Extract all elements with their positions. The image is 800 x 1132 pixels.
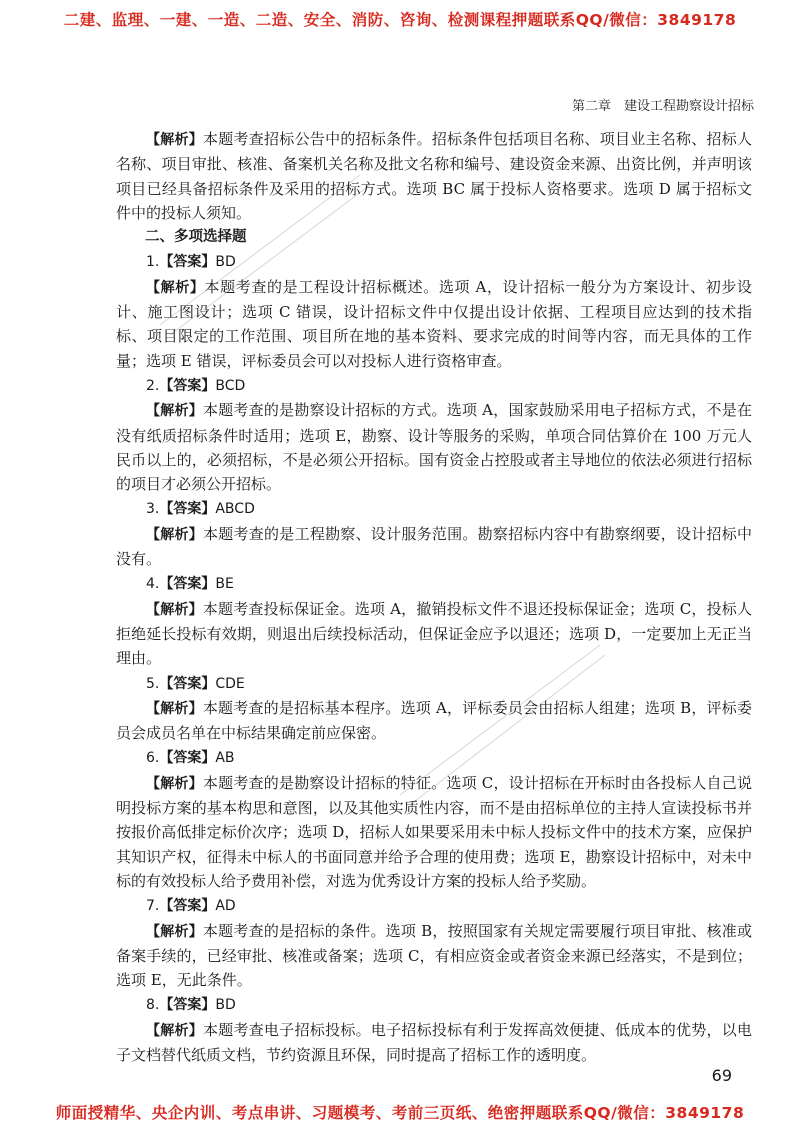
analysis-paragraph <box>116 597 752 671</box>
item-number: 8. <box>146 997 160 1014</box>
answer-line <box>116 893 752 918</box>
chapter-header: 第二章 建设工程勘察设计招标 <box>571 99 754 114</box>
answer-value: BD <box>215 997 236 1014</box>
qa-item <box>116 496 752 571</box>
qa-list <box>116 249 752 1067</box>
analysis-text: 本题考查投标保证金。选项 A，撤销投标文件不退还投标保证金；选项 C，投标人拒绝延长投标有效期，则退出后续投标活动，但保证金应予以退还；选项 D，一定要加上无正当理由。 <box>116 599 752 668</box>
analysis-text: 本题考查的是招标的条件。选项 B，按照国家有关规定需要履行项目审批、核准或备案手续的，已经审批、核准或备案；选项 C，有相应资金或者资金来源已经落实，不是到位；选项 E，无此条件。 <box>116 921 752 990</box>
answer-line <box>116 373 752 398</box>
analysis-label: 【解析】 <box>146 601 203 618</box>
intro-analysis-text: 本题考查招标公告中的招标条件。招标条件包括项目名称、项目业主名称、招标人名称、项目审批、核准、备案机关名称及批文名称和编号、建设资金来源、出资比例，并声明该项目已经具备招标条件及采用的招标方式。选项 BC 属于投标人资格要求。选项 D 属于招标文件中的投标人须知。 <box>116 130 752 222</box>
item-number: 5. <box>146 675 160 692</box>
analysis-text: 本题考查的是工程设计招标概述。选项 A，设计招标一般分为方案设计、初步设计、施工图设计；选项 C 错误，设计招标文件中仅提出设计依据、工程项目应达到的技术指标、项目限定的工作范围、项目所在地的基本资料、要求完成的时间等内容，而无具体的工作量；选项 E 错误，评标委员会可以对投标人进行资格审查。 <box>116 277 753 370</box>
qa-item <box>116 893 752 992</box>
answer-line <box>116 571 752 596</box>
answer-value: BE <box>215 576 234 593</box>
answer-value: AB <box>215 750 235 767</box>
page-number: 69 <box>711 1066 732 1085</box>
analysis-label: 【解析】 <box>146 403 203 420</box>
answer-label: 【答案】 <box>159 377 216 394</box>
qa-item <box>116 992 752 1067</box>
analysis-label: 【解析】 <box>146 1022 204 1039</box>
analysis-paragraph <box>116 696 752 746</box>
answer-line <box>116 496 752 521</box>
qa-item <box>116 571 752 670</box>
answer-line <box>116 745 752 770</box>
analysis-paragraph <box>116 1018 752 1068</box>
analysis-paragraph <box>116 275 752 373</box>
qa-item <box>116 745 752 893</box>
item-number: 2. <box>146 377 160 394</box>
analysis-label: 【解析】 <box>146 279 205 296</box>
item-number: 3. <box>146 501 160 518</box>
item-number: 7. <box>146 898 160 915</box>
intro-analysis-label: 【解析】 <box>146 132 204 148</box>
analysis-label: 【解析】 <box>146 700 203 717</box>
answer-value: CDE <box>215 675 245 692</box>
analysis-text: 本题考查的是工程勘察、设计服务范围。勘察招标内容中有勘察纲要，设计招标中没有。 <box>116 524 752 569</box>
analysis-text: 本题考查的是招标基本程序。选项 A，评标委员会由招标人组建；选项 B，评标委员会成员名单在中标结果确定前应保密。 <box>116 698 752 743</box>
answer-label: 【答案】 <box>159 898 216 915</box>
answer-label: 【答案】 <box>159 997 216 1014</box>
analysis-text: 本题考查的是勘察设计招标的方式。选项 A，国家鼓励采用电子招标方式，不是在没有纸质招标条件时适用；选项 E，勘察、设计等服务的采购，单项合同估算价在 100 万元人民币以上的，必须招标，不是必须公开招标。国有资金占控股或者主导地位的依法必须进行招标的项目才必须公开招标。 <box>116 401 753 494</box>
analysis-text: 本题考查电子招标投标。电子招标投标有利于发挥高效便捷、低成本的优势，以电子文档替代纸质文档，节约资源且环保，同时提高了招标工作的透明度。 <box>116 1020 752 1064</box>
qa-item <box>116 671 752 746</box>
answer-value: AD <box>215 898 236 915</box>
analysis-paragraph <box>116 522 752 572</box>
answer-value: ABCD <box>215 501 255 518</box>
item-number: 6. <box>146 750 160 767</box>
answer-label: 【答案】 <box>159 576 216 593</box>
answer-line <box>116 249 752 274</box>
analysis-label: 【解析】 <box>146 526 204 543</box>
answer-label: 【答案】 <box>159 750 216 767</box>
analysis-label: 【解析】 <box>146 775 203 792</box>
section-title: 二、多项选择题 <box>145 229 247 246</box>
item-number: 1. <box>146 254 160 271</box>
answer-value: BCD <box>215 377 246 394</box>
answer-line <box>116 992 752 1017</box>
intro-paragraph <box>116 127 752 225</box>
answer-label: 【答案】 <box>159 675 216 692</box>
analysis-text: 本题考查的是勘察设计招标的特征。选项 C，设计招标在开标时由各投标人自己说明投标方案的基本构思和意图，以及其他实质性内容，而不是由招标单位的主持人宣读投标书并按报价高低排定标价次序；选项 D，招标人如果要采用未中标人投标文件中的技术方案，应保护其知识产权，征得未中标人的书面同意并给予合理的使用费；选项 E，勘察设计招标中，对未中标的有效投标人给予费用补偿，对选为优秀设计方案的投标人给予奖励。 <box>116 773 752 890</box>
bottom-promo-banner: 师面授精华、央企内训、考点串讲、习题模考、考前三页纸、绝密押题联系QQ/微信：3849178 <box>55 1104 745 1122</box>
answer-line <box>116 671 752 696</box>
qa-item <box>116 373 752 496</box>
item-number: 4. <box>146 576 160 593</box>
qa-item <box>116 249 752 372</box>
answer-label: 【答案】 <box>159 501 216 518</box>
analysis-label: 【解析】 <box>146 923 203 940</box>
top-promo-banner: 二建、监理、一建、一造、二造、安全、消防、咨询、检测课程押题联系QQ/微信：3849178 <box>63 11 737 29</box>
analysis-paragraph <box>116 771 752 893</box>
answer-value: BD <box>215 254 236 271</box>
answer-label: 【答案】 <box>159 254 216 271</box>
page-content <box>116 127 752 1067</box>
analysis-paragraph <box>116 919 752 993</box>
analysis-paragraph <box>116 398 752 496</box>
